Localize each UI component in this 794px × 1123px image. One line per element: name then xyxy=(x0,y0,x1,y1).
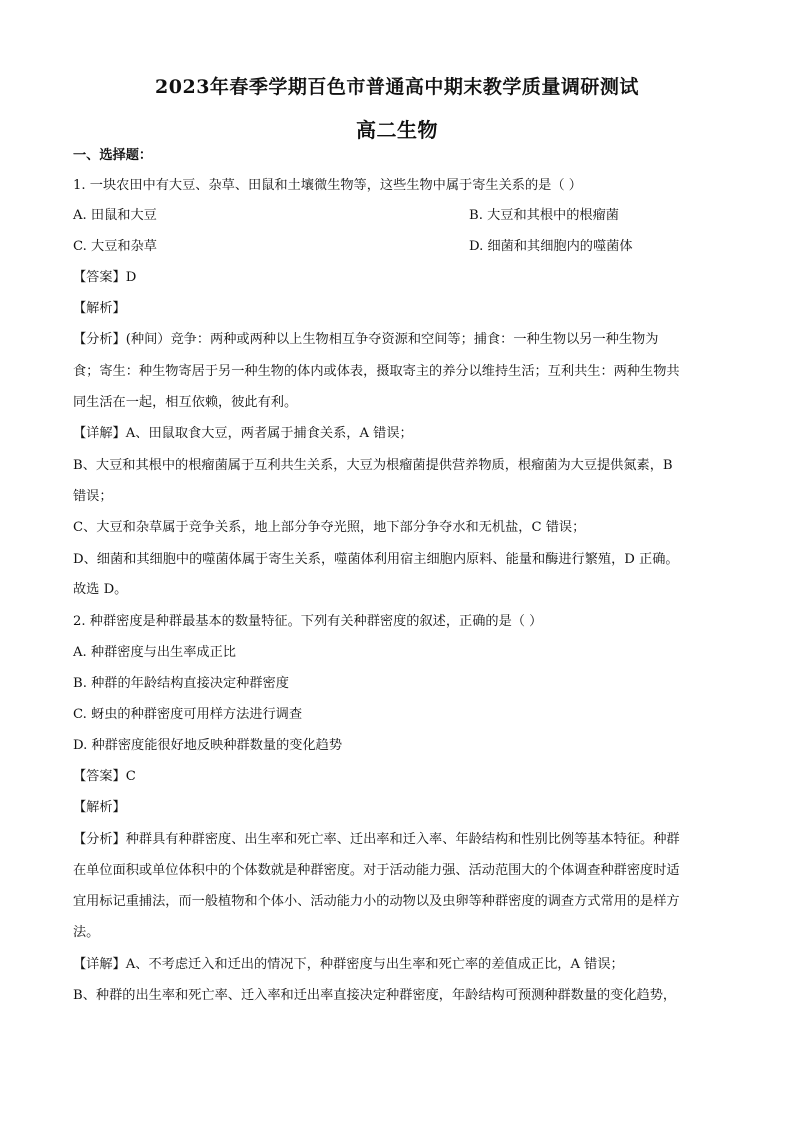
q1-analysis-tag: 【解析】 xyxy=(73,301,126,316)
q1-option-d: D. 细菌和其细胞内的噬菌体 xyxy=(469,239,633,254)
q1-stem: 1. 一块农田中有大豆、杂草、田鼠和土壤微生物等，这些生物中属于寄生关系的是（ ） xyxy=(73,178,582,193)
q1-analysis-line: 【分析】(种间）竞争：两种或两种以上生物相互争夺资源和空间等；捕食：一种生物以另一种生物为 xyxy=(73,332,659,347)
exam-title: 2023年春季学期百色市普通高中期末教学质量调研测试 xyxy=(155,76,639,98)
q1-analysis-line: 同生活在一起，相互依赖，彼此有利。 xyxy=(73,395,298,410)
q2-analysis-tag: 【解析】 xyxy=(73,800,126,815)
q2-option-c: C. 蚜虫的种群密度可用样方法进行调查 xyxy=(73,707,303,722)
q1-detail-line: B、大豆和其根中的根瘤菌属于互利共生关系，大豆为根瘤菌提供营养物质，根瘤菌为大豆提供氮素，B xyxy=(73,458,673,473)
q1-detail-line: 【详解】A、田鼠取食大豆，两者属于捕食关系，A 错误； xyxy=(73,426,413,441)
q2-analysis-line: 宜用标记重捕法，而一般植物和个体小、活动能力小的动物以及虫卵等种群密度的调查方式常用的是样方 xyxy=(73,894,680,909)
exam-subtitle: 高二生物 xyxy=(356,118,438,142)
q2-analysis-line: 法。 xyxy=(73,925,100,940)
q2-option-b: B. 种群的年龄结构直接决定种群密度 xyxy=(73,676,289,691)
q1-options-row-2 xyxy=(73,237,723,257)
q1-option-c: C. 大豆和杂草 xyxy=(73,239,157,254)
q2-option-d: D. 种群密度能很好地反映种群数量的变化趋势 xyxy=(73,738,343,753)
q2-answer: 【答案】C xyxy=(73,769,136,784)
q2-stem: 2. 种群密度是种群最基本的数量特征。下列有关种群密度的叙述，正确的是（ ） xyxy=(73,614,543,629)
q2-option-a: A. 种群密度与出生率成正比 xyxy=(73,645,236,660)
q1-options-row-1 xyxy=(73,206,723,226)
q2-analysis-line: 在单位面积或单位体积中的个体数就是种群密度。对于活动能力强、活动范围大的个体调查种群密度时适 xyxy=(73,863,680,878)
q1-option-a: A. 田鼠和大豆 xyxy=(73,208,157,223)
q2-detail-line: 【详解】A、不考虑迁入和迁出的情况下，种群密度与出生率和死亡率的差值成正比，A 错误； xyxy=(73,957,624,972)
q1-option-b: B. 大豆和其根中的根瘤菌 xyxy=(469,208,619,223)
q1-detail-line: C、大豆和杂草属于竞争关系，地上部分争夺光照，地下部分争夺水和无机盐，C 错误； xyxy=(73,520,586,535)
q2-detail-line: B、种群的出生率和死亡率、迁入率和迁出率直接决定种群密度，年龄结构可预测种群数量的变化趋势， xyxy=(73,988,677,1003)
q1-analysis-line: 食；寄生：种生物寄居于另一种生物的体内或体表，摄取寄主的养分以维持生活；互利共生：两种生物共 xyxy=(73,364,680,379)
q1-detail-line: 错误； xyxy=(73,489,113,504)
section-heading: 一、选择题： xyxy=(73,148,153,163)
q1-conclusion: 故选 D。 xyxy=(73,582,128,597)
q1-detail-line: D、细菌和其细胞中的噬菌体属于寄生关系，噬菌体利用宿主细胞内原料、能量和酶进行繁殖，D 正确。 xyxy=(73,552,679,567)
q2-analysis-line: 【分析】种群具有种群密度、出生率和死亡率、迁出率和迁入率、年龄结构和性别比例等基本特征。种群 xyxy=(73,832,680,847)
q1-answer: 【答案】D xyxy=(73,270,137,285)
